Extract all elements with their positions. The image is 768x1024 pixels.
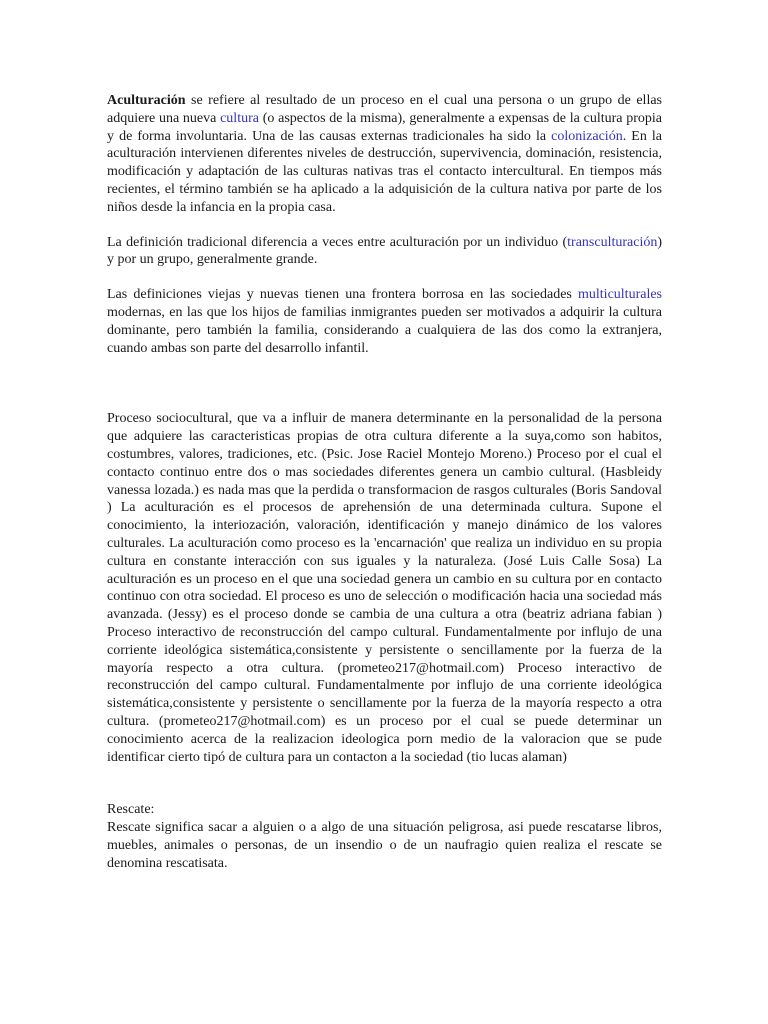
paragraph-aculturacion-definition — [107, 92, 662, 217]
text-segment: La definición tradicional diferencia a veces entre aculturación por un individuo ( — [107, 234, 568, 250]
link-colonizacion[interactable]: colonización — [551, 128, 623, 144]
link-cultura[interactable]: cultura — [220, 110, 259, 126]
paragraph-proceso-sociocultural: Proceso sociocultural, que va a influir de manera determinante en la personalidad de la persona que adquiere las caracteristicas propias de otra cultura diferente a la suya,como son habitos, costumbres, valores, tradiciones, etc. (Psic. Jose Raciel Montejo Moreno.) Proceso por el cual el contacto continuo entre dos o mas sociedades diferentes genera un cambio cultural. (Hasbleidy vanessa lozada.) es nada mas que la perdida o transformacion de rasgos culturales (Boris Sandoval ) La aculturación es el procesos de aprehensión de una determinada cultura. Supone el conocimiento, la interiozación, valoración, identificación y manejo dinámico de los valores culturales. La aculturación como proceso es la 'encarnación' que realiza un individuo en su propia cultura en constante interacción con sus iguales y la naturaleza. (José Luis Calle Sosa) La aculturación es un proceso en el que una sociedad genera un cambio en su cultura por en contacto continuo con otra sociedad. El proceso es uno de selección o modificación hacia una sociedad más avanzada. (Jessy) es el proceso donde se cambia de una cultura a otra (beatriz adriana fabian ) Proceso interactivo de reconstrucción del campo cultural. Fundamentalmente por influjo de una corriente ideológica sistemática,consistente y persistente o sencillamente por la fuerza de la mayoría respecto a otra cultura. (prometeo217@hotmail.com) Proceso interactivo de reconstrucción del campo cultural. Fundamentalmente por influjo de una corriente ideológica sistemática,consistente y persistente o sencillamente por la fuerza de la mayoría respecto a otra cultura. (prometeo217@hotmail.com) es un proceso por el cual se puede determinar un conocimiento acerca de la realizacion ideologica porn medio de la valoracion que se pude identificar cierto tipó de cultura para un contacton a la sociedad (tio lucas alaman) — [107, 411, 662, 765]
term-aculturacion: Aculturación — [107, 93, 186, 108]
text-segment: se refiere al resultado de un proceso en el cual una persona o un grupo de ellas adquiere una nueva — [107, 93, 662, 126]
text-segment: ) y por un grupo, generalmente grande. — [107, 234, 662, 268]
text-segment: . En la aculturación intervienen diferentes niveles de destrucción, supervivencia, dominación, resistencia, modificación y adaptación de las culturas nativas tras el contacto intercultural. En tiempos más recientes, el término también se ha aplicado a la adquisición de la cultura nativa por parte de los niños desde la infancia en la propia casa. — [107, 128, 663, 215]
rescate-heading: Rescate: — [107, 802, 155, 818]
link-transculturacion[interactable]: transculturación — [567, 234, 658, 250]
paragraph-definiciones-viejas — [107, 286, 662, 357]
text-segment: modernas, en las que los hijos de familias inmigrantes pueden ser motivados a adquirir la cultura dominante, pero también la familia, considerando a cualquiera de las dos como la extranjera, cuando ambas son parte del desarrollo infantil. — [107, 304, 662, 356]
link-multiculturales[interactable]: multiculturales — [578, 287, 662, 303]
text-segment: (o aspectos de la misma), generalmente a expensas de la cultura propia y de forma involuntaria. Una de las causas externas tradicionales ha sido la — [107, 110, 662, 144]
document-page — [107, 92, 662, 872]
paragraph-definicion-tradicional — [107, 234, 662, 270]
text-segment: Las definiciones viejas y nuevas tienen una frontera borrosa en las sociedades — [107, 287, 579, 303]
paragraph-rescate: Rescate significa sacar a alguien o a algo de una situación peligrosa, asi puede rescatarse libros, muebles, animales o personas, de un insendio o de un naufragio quien realiza el rescate se denomina rescatisata. — [107, 820, 662, 871]
